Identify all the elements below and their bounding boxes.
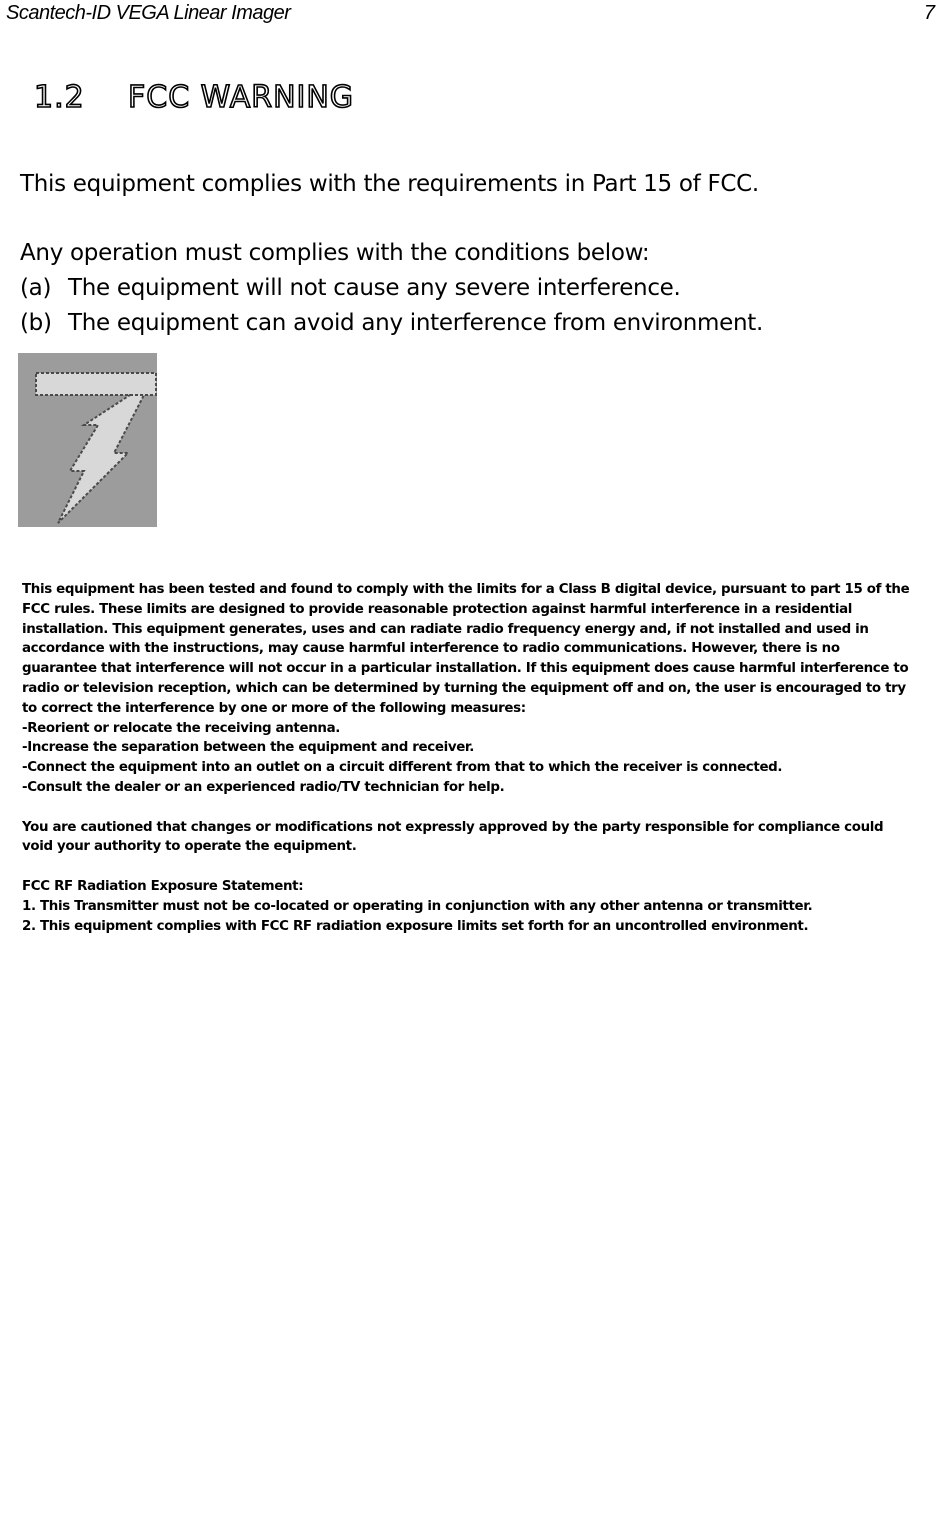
- paragraph-spacer: [22, 798, 914, 818]
- measure-item: -Connect the equipment into an outlet on a circuit different from that to which the receiver is connected.: [22, 760, 783, 776]
- condition-text: The equipment can avoid any interference from environment.: [68, 310, 764, 336]
- section-heading: [34, 80, 354, 116]
- logo-top-bar: [36, 373, 156, 395]
- condition-marker: (a): [20, 275, 52, 301]
- rf-exposure-item: 1. This Transmitter must not be co-located or operating in conjunction with any other antenna or transmitter.: [22, 898, 813, 914]
- fcc-lightning-logo-icon: [18, 353, 157, 527]
- section-title: FCC WARNING: [128, 80, 355, 115]
- measure-item: -Consult the dealer or an experienced radio/TV technician for help.: [22, 779, 505, 795]
- condition-text: The equipment will not cause any severe interference.: [68, 275, 681, 301]
- intro-statement: This equipment complies with the requirements in Part 15 of FCC.: [20, 171, 759, 197]
- logo-bolt: [58, 395, 144, 523]
- page-number: 7: [923, 2, 935, 24]
- measure-item: -Reorient or relocate the receiving antenna.: [22, 720, 340, 736]
- document-header-title: Scantech-ID VEGA Linear Imager: [6, 2, 291, 24]
- conditions-lead: Any operation must complies with the conditions below:: [20, 240, 650, 266]
- fcc-statement-body: [22, 580, 914, 936]
- caution-paragraph: You are cautioned that changes or modifications not expressly approved by the party responsible for compliance could void your authority to operate the equipment.: [22, 819, 884, 855]
- section-number: 1.2: [34, 80, 85, 115]
- condition-item: [20, 272, 681, 304]
- condition-marker: (b): [20, 310, 52, 336]
- paragraph-spacer: [22, 857, 914, 877]
- condition-item: [20, 307, 763, 339]
- rf-exposure-item: 2. This equipment complies with FCC RF radiation exposure limits set forth for an uncontrolled environment.: [22, 918, 809, 934]
- fcc-logo-graphic: [18, 353, 157, 527]
- measure-item: -Increase the separation between the equipment and receiver.: [22, 740, 475, 756]
- rf-exposure-heading: FCC RF Radiation Exposure Statement:: [22, 878, 304, 894]
- compliance-paragraph: This equipment has been tested and found to comply with the limits for a Class B digital device, pursuant to part 15 of the FCC rules. These limits are designed to provide reasonable protection against harmful interference in a residential installation. This equipment generates, uses and can radiate radio frequency energy and, if not installed and used in accordance with the instructions, may cause harmful interference to radio communications. However, there is no guarantee that interference will not occur in a particular installation. If this equipment does cause harmful interference to radio or television reception, which can be determined by turning the equipment off and on, the user is encouraged to try to correct the interference by one or more of the following measures:: [22, 582, 910, 716]
